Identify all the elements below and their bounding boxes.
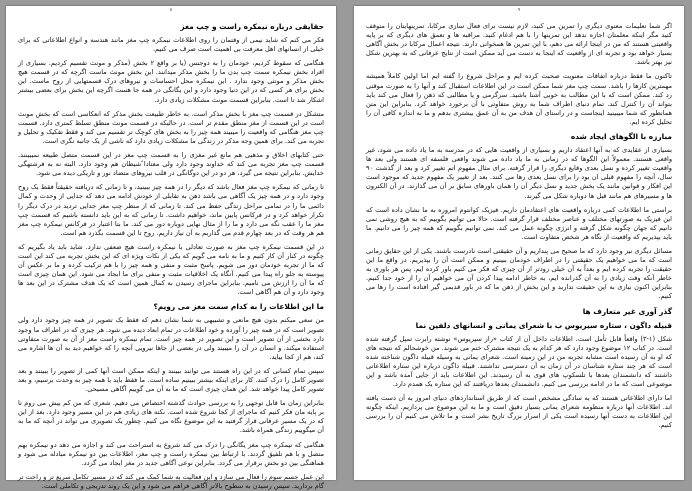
page-text-body bbox=[366, 22, 672, 474]
paragraph: حتی کتابهای اخلاق و مذهبی هم مانع غیر مغزی را به قسمت چپ مغز در این قسمت متصل طبیعه نمیبینند. قسمت چپ مغز تجربه می کند که خداوند وجود دارد ولی معتادا ًشیطان هم وجود دارد. البته نه به فرشتهگی خدایش. بنابراین نتیجه می گیرد، هر دو در این دوگانگی در قلب نیروهای متضاد نور و تاریکی دیده می شود. bbox=[18, 151, 324, 178]
page-number: ۹ bbox=[517, 7, 521, 13]
paragraph: بنابراین زمان ما قابل توجهی را به بررسی حوادث گذشته اختصاص می دهیم. شعری که من کم بیش می روم تا بر پایه مان فکر کنیم که ماجرای از کجا شروع شده است. نکته های زیادی هم در این مسیر وجود دارد. بعد از این که در یک مسیر عرفانی قرار گرفتید به این موضوع نگاه می کنیم. چطور یک تصویری می تواند در آنچه که ما به آن میگوییم زندگی همراه باشد. bbox=[18, 399, 324, 435]
paragraph: مسائل دیگری نیز وجود دارد که ما صحیح می پنداریم و آن حقیقتی است نادرست باشند. یکی از این حقایق زمانی است که ما می خواهیم یک حقیقتی را در اطراف خودمان ببینیم و ممکن است آن را بپذیریم. در واقع ما این حقیقت را تجربه کرده ایم و بعداً به آن خیلی زودتر از آن چیزی که فکر می کنیم باور کرده ایم. پس هر باوری به خاطر آنکه وقت زیادی را به آن گذرانده ایم، به خاطر ادامه پیدا کردن آن می خواهیم آن را از خود جدا کنیم. بنابراین اکنون نیازی به این حقیقت ندارید و این بخش از ذهن ما که در باور قدیمی گیر افتاده است را رها می کنیم. bbox=[366, 246, 672, 301]
paragraph: شکل (۱-۳) واقعاً قابل تأمل است. اطلاعات داخل آن از کتاب «راز سیریوس» نوشته رابرت تمپل گرفته شده است. در کتاب ۱۲ موضوع وجود دارد که هر کدام به یک نتیجه مشترک ختم می شوند. من خوشحالم که نتیجه های که او به آن رسیده است مشابه تجربه من در این زمینه است. شعرای یمانی به وسیله قبیله داگون شناخته شده است که هر چند ستاره شناسان در آن زمان به آن دسترسی نداشتند. قبیله داگون درباره این ستاره اطلاعاتی داشتند که دانشمندان بعدها با تلسکوپ های قوی به آن رسیدند. این اطلاعات باید از جایی آمده باشد و این موضوعی است که ما در ادامه بررسی می کنیم. دانشمندان بعدها دریافتند که این ستاره یک همدم دارد. bbox=[366, 334, 672, 388]
section-heading: حقایقی درباره نیمکره راست و چپ مغز bbox=[180, 22, 324, 31]
paragraph: تا زمانی که نیمکره چپ مغز فعال باشد که دیگر را در همه چیز ببینید، و تا زمانی که دریافته حقیقتاً فقط یک روح وجود دارد و در همه چیز یک آگاهی می باشد ذهن به تقابلی از خودش ادامه می دهد که جدایی از وحدت و کمال دائمی ما را در تمامی مراحل زندگی حفظ می کند. تا زمانی که از منظر چپ مغز جدایی تردید در درک دیگر را تکرار خواهد کرد و در فرکانس پایین ماند، خواهیم داشت. تا زمانی که به این باید دانسته باشیم که قسمت چپ مغز ما را عقب نگه می دارد و ما را از مثال نهایی دوباره دور می کند. ما بتا اعتبار در فرکانس نیمکره چپ مغز هم هر وقت که در بعد چهارم قدم می گذاریم به آن نیاز داریم. روح تا این قسمت بگذرد هم است. bbox=[18, 183, 324, 237]
paragraph: هنگامی که نیمکره چپ مغز یگانگی را درک می کند شروع به استراحت می کند و اجازه می دهد دو نیمکره بهم متصل و با هم تلفیق گردند. با ارتباط بین نیمکره راست و چپ مغز، اطلاعات بین دو نیمکره مبادله می شود و هماهنگی بین دو بخش برقرار می گردد. بنابراین نوعی آگاهی جدید در مغز ایجاد می گردد. bbox=[18, 440, 324, 467]
paragraph: این عمل جسم سوم را فعال می سازد و این فعالیت به شما کمک می کند که در مسیر تکامل سریع تر و راحت تر گام بردارید. سپس رسیدن به سطوح بالاتر آگاهی فراهم می شود و این یک روند تدریجی و تکاملی است. bbox=[18, 472, 324, 490]
paragraph: بسیاری از عقایدی که به آنها اعتقاد داریم و بسیاری از واقعیت هایی که در مدرسه به ما یاد داده می شود، غیر واقعی هستند. معمولاً این الگوها که در زمانی به ما یاد داده می شوند واقعی فلسفه ای هستند ولی بعد ها واقعیت تغییر کرده و نسل بعدی وقایع دیگری را قرار گرفته. برای مثال مفهوم اتم تغییر کرد و بعد از گذشت ۹۰ سال، آنچه را مفهوم قبلی ان بود را برای نسل بعدی رها می کنند. بعد از تغییر یک مفهوم جدید که موجود است این افکار و قوانین مانند یک بخش جدید و نسل دیگر آن را همان باورهای سابق بر آن می گذارند. در آن الکترون ها و مسیرهای هم مانند قبل ها دوباره شکل می گیرند. bbox=[366, 146, 672, 200]
page-number: ۸ bbox=[169, 7, 173, 13]
section-heading: ما این اطلاعات را به کدام سمت مغز می رویم؟ bbox=[153, 302, 324, 312]
paragraph: تاکنون ما فقط درباره اتفاقات معنویت صحبت کرده ایم و مراحل شروع را گفته ایم اما اولین کاملاً همیشه مهمترین کارها را باشد. سمت چپ مغز شما ممکن است در این اطلاعات استقبال کند و آنها را به صورت موقتی رد کند. ممکن است که با این مطالب به خوبی آشنا باشید. سرگرمی و یا مطالبی که ذهن را فعال می کند باید بتواند آن را کنترل کند. تمام دنیای اطراف شما به روش متفاوتی با آن برخورد خواهد کرد. بنابراین این متن همانطور که شما میبینید اینجاست و در راستای آن هدف من به آن عمق بیشتری بدهم و ما به اندازه کافی آن را تحلیل کرده ایم. bbox=[366, 72, 672, 126]
right-page bbox=[354, 6, 684, 480]
paragraph: اما دارای اطلاعاتی هستند که به سادگی مشخص است که از طریق استانداردهای دنیای امروز به آن دست یافته اند. اطلاعات آنها درباره منظومه شعرای یمانی بسیار دقیق است و ما به این موضوع می پردازیم. اینکه چگونه این اطلاعات به دست آنها رسیده است یکی از اسرار بزرگ تاریخ بشر است و ما تلاش می کنیم آن را بررسی کنیم. bbox=[366, 394, 672, 430]
paragraph: سپس تمام کسانی که در این راه هستند می توانند ببینند و اینکه ممکن است آنها کمی از تصویر را ببینند و بعد تصویر کامل را درک کنند. کار برای اینکه بیشتر ببینیم ساده است. ما فقط باید با همه چیز به وحدت برسیم، و بعد تصویر کامل پیدا خواهد شد. این همان چیزی است که ما به آن می گوییم آگاهی مسیحی. bbox=[18, 366, 324, 394]
paragraph: فکر می کنم که شاید نیمی از وقتمان را روی اطلاعات نیمکره چپ مغز مانند هندسه و انواع اطلاعاتی که برای خیلی از انسانهای اهل معرفت بی اهمیت است صرف می کنیم. bbox=[18, 36, 324, 54]
paragraph: هنگامی که سقوط کردیم، خودمان را به دوجنس (یا بر واقع ۲ بخش (مذکر و مونث تقسیم کردیم. بسیاری از افراد بخش نیمکره سمت چپ بدن ما را بخش مذکر میدانند. این بخش مونث ماست اگرچه که در قسمت هیچ بخش مذکر و مونثی وجود ندارد . این نیمکره محل احساسات و نیروهای درک قسمتهایی از روح ماست. این بخش برای هر کسی که در این دنیا وجود دارد و این یگانگی در همه جا هست اگرچه این بخش برای بعضی بیشتر اشکار شد تا است. بنابراین قسمت مونث مشکلات زیادی دارد. bbox=[18, 59, 324, 104]
section-heading: مبارزه با الگوهای ایجاد شده bbox=[570, 132, 672, 142]
paragraph: براستی ما اطلاعات کمی درباره واقعیت های اعتقادمان داریم. فیزیک کوانتوم امروزه به ما نشان داده است که این فیزیک به صورتهای مختلف و عناصر مختلف قرار گرفته است. حالا می توانیم بگوییم که به هیچ روشی نمی دانیم که جهان چگونه شکل گرفته و انرژی چگونه عمل می کند. نمی توانیم بگوییم که همه چیز را می دانیم. ما باید بپذیریم که واقعیت از نگاه هر شخص متفاوت است. bbox=[366, 205, 672, 241]
paragraph: اگر شما تعلیمات معنوی دیگری را تمرین می کنید، لازم نیست برای فعال سازی مرکابا، تمرینهایتان را متوقف کنید مگر اینکه معلمتان اجازه ندهد این تمرینها را با هم ادغام کنید. مراقبه ها و تعمق های دیگری که بر پایه واقعیتی هستند که من در اینجا ارائه می دهم، با این تمرین ها همخوانی دارند. نتیجه اعمال مرکابا در بخش آگاهی بسیار خواهد بود و تجربه ای از واقعیت که اینجا به دست می آید ممکن است از نتایج عرفانی که به بهترین شکل نیز بهتر باشد. bbox=[366, 22, 672, 67]
left-page bbox=[6, 6, 336, 490]
paragraph: من سعی میکنم بدون هیچ مانعی و تشبیهی به شما نشان دهم که فقط یک تصویر در همه چیز وجود دارد ولی تصویر است که در همه چیز را آورده و خود اطلاعات در تمام ابعاد دیده می شود. هر چیزی که در اطراف ما وجود دارد بخشی از آن تصویر است و این تصویر در همه چیز است. تمام نیمکره راست مغز از آن به صورت متفاوتی استفاده میکند. و انسان در آن را میبیند ولی در بعضی از جاها نیرویی آنچه را که خواهیم دید به آن ها اشاره می کند، هم از کجا بیاید. bbox=[18, 316, 324, 361]
paragraph: در این قسمت نیمکره چپ مغز به صورت تعادلی با نیمکره راست هیچ ضعفی ندارد. شاید باید یاد بگیریم که چگونه در کنار آن کار کنیم و ما به نامه می گویم که یکی از نکات ویژه ای که این بخش تجربه می کند این است که ما از تجربه خودمان دور می شویم. پاسخ مثبت و منفی و همه چیز را با هم ترکیب کرده و ما بر عکس آن پیوسته به جلو راه پیدا می کنیم. آنگاه یک اخلاقیات مثبت و منفی برای ما ایجاد می شود. این همان چیزی است که ما آن را ارزش می نامیم. بنابراین ماجرای رسیدن به کمال همین است که یک هدف مشترک در این بعد ها وجود دارد و آن هم آگاهی است. bbox=[18, 242, 324, 297]
section-heading: گذر آوری غیر متعارف ها bbox=[582, 306, 672, 316]
page-text-body bbox=[18, 22, 324, 490]
paragraph: متشکل در قسمت چپ مغز با بخش مذکر است. به خاطر طبیعت بخش مذکر که انعکاسی است که بخش مونث است در این قسمت از مغز منطق مقدم تر است. در حالیکه در قسمت مونث منطق تسلط کمتری دارد. قسمت چپ مغز هنگامی که واقعیت را میبیند همه چیز را به بخش های کوچک تر تقسیم می کند و فقط تفکیک و تحلیل و تجربه می کند. برای همین وجه مذکر در زندگی ما مشکلات زیادی دارد که ناشی از یک جانبه نگری است. bbox=[18, 109, 324, 145]
section-subheading: قبیله داگون ، ستاره سیریوس ب با شعرای یمانی و انسانهای دلفین نما bbox=[415, 320, 672, 330]
